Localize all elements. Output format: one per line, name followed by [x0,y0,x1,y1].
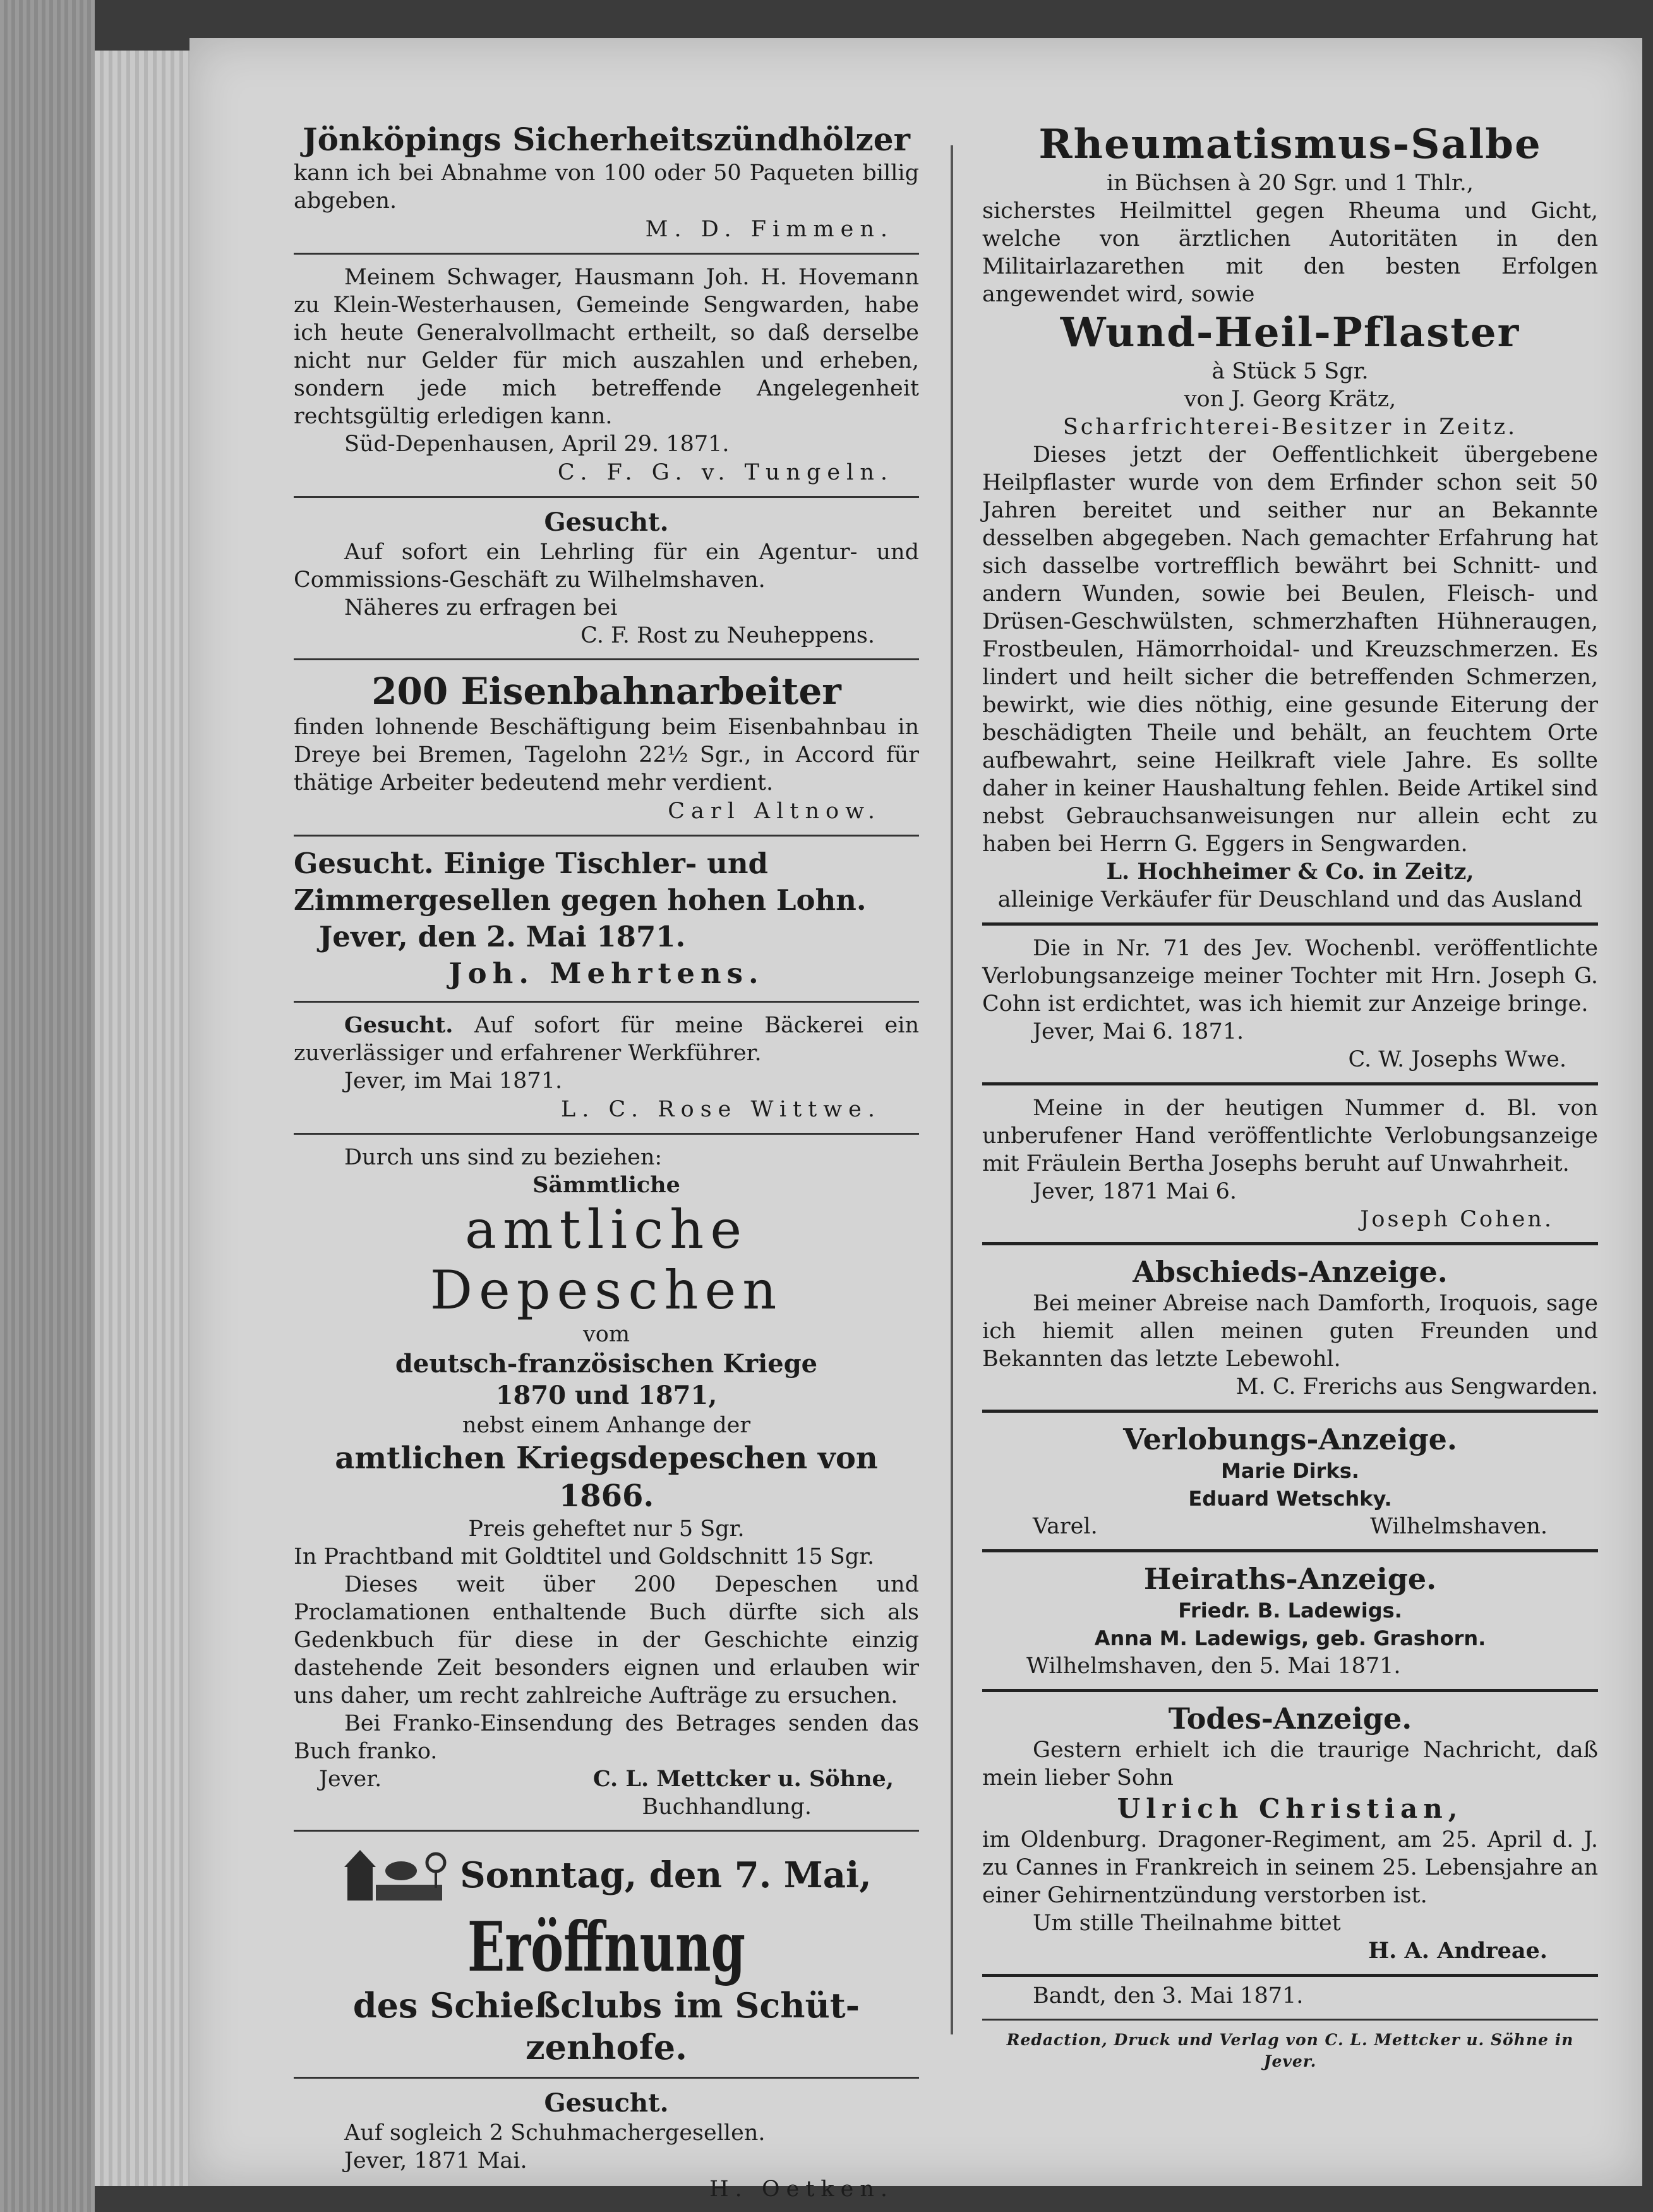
ad-lead: Gesucht. [344,1012,454,1038]
ad-signature: H. Oetken. [709,2177,894,2202]
ad-line: 1870 und 1871, [495,1381,718,1410]
ad-baecker [294,1012,919,1124]
page-stack [95,51,196,2186]
ad-line: Gesucht. Einige Tischler- und [294,847,769,880]
ad-heirat [982,1561,1598,1680]
divider [294,253,919,255]
ad-title: Jönköpings Sicherheitszündhölzer [303,121,910,158]
divider [294,658,919,660]
ad-name: Friedr. B. Ladewigs. [1178,1599,1402,1623]
column-divider [951,145,953,2034]
divider [982,1082,1598,1085]
divider [982,1410,1598,1413]
divider [982,922,1598,926]
ad-lehrling [294,507,919,650]
ad-rheumatismus [982,120,1598,914]
ad-schiessclub [294,1840,919,2068]
ad-title: Verlobungs-Anzeige. [1123,1422,1457,1456]
ad-title: Abschieds-Anzeige. [1133,1255,1448,1289]
ad-name: Ulrich Christian, [1117,1793,1464,1824]
ad-text: Näheres zu erfragen bei [344,595,618,620]
ad-title: Gesucht. [544,2088,669,2118]
ad-signature: Joh. Mehrtens. [448,957,764,990]
divider [982,1242,1598,1245]
ad-text: Meinem Schwager, Hausmann Joh. H. Hovemann zu Klein-Westerhausen, Gemeinde Sengwarden, habe ich heute Generalvollmacht ertheilt, so daß derselbe nicht nur Gelder für mich auszahlen und erheben, sondern jede mich betreffende Angelegenheit rechtsgültig erledigen kann. [294,265,919,429]
ad-line: Jever, den 2. Mai 1871. [319,920,686,953]
ad-text: im Oldenburg. Dragoner-Regiment, am 25. April d. J. zu Cannes in Frankreich in seinem 25. Lebensjahre an einer Gehirnentzündung verstorben ist. [982,1827,1598,1908]
ad-text: sicherstes Heilmittel gegen Rheuma und Gicht, welche von ärztlichen Autoritäten in den Militairlazarethen mit den besten Erfolgen angewendet wird, sowie [982,198,1598,307]
ad-text: Die in Nr. 71 des Jev. Wochenbl. veröffentlichte Verlobungsanzeige meiner Tochter mit Hrn. Joseph G. Cohn ist erdichtet, was ich hiemit zur Anzeige bringe. [982,936,1598,1017]
ad-verlobung-widerruf [982,934,1598,1073]
ad-signature-row [294,1765,919,1793]
ad-eisenbahn [294,669,919,826]
divider [294,835,919,837]
ad-cohen [982,1094,1598,1233]
ad-name: Marie Dirks. [1221,1459,1359,1483]
ad-todes [982,1701,1598,1965]
ad-signature: M. D. Fimmen. [645,217,894,242]
ad-title: Heiraths-Anzeige. [1143,1562,1437,1596]
ad-place-date: Jever, Mai 6. 1871. [1033,1019,1244,1044]
schuetzenhof-emblem-icon [341,1840,448,1910]
ad-place-date: Jever, im Mai 1871. [344,1068,563,1094]
ad-text: Auf sofort ein Lehrling für ein Agentur- und Commissions-Geschäft zu Wilhelmshaven. [294,540,919,593]
ad-place-date: Jever, 1871 Mai. [344,2148,527,2173]
ad-place-date: Jever, 1871 Mai 6. [1033,1179,1237,1204]
ad-intro: Durch uns sind zu beziehen: [344,1145,663,1170]
ad-price: Preis geheftet nur 5 Sgr. [468,1516,745,1542]
ad-verlobung [982,1422,1598,1540]
ad-signature: H. A. Andreae. [1368,1938,1548,1964]
divider [982,1974,1598,1977]
ad-signature: C. L. Mettcker u. Söhne, [592,1766,894,1792]
ad-text-body: Auf sofort für meine Bäckerei ein zuverlässiger und erfahrener Werkführer. [294,1013,919,1066]
ad-line: Sonntag, den 7. Mai, [460,1854,872,1896]
ad-place: Jever. [319,1767,382,1792]
ad-headline: amtliche Depeschen [430,1199,783,1321]
ad-text: Um stille Theilnahme bittet [1033,1911,1341,1936]
right-column [982,120,1598,2072]
ad-title: Wund-Heil-Pflaster [1060,309,1520,356]
ad-schuhmacher [294,2088,919,2204]
ad-line: à Stück 5 Sgr. [1211,359,1369,384]
ad-line: in Büchsen à 20 Sgr. und 1 Thlr., [1106,171,1474,196]
ad-text: Gestern erhielt ich die traurige Nachricht, daß mein lieber Sohn [982,1738,1598,1791]
ad-text: Dieses weit über 200 Depeschen und Proclamationen enthaltende Buch dürfte sich als Gedenkbuch für diese in der Geschichte einzig dastehende Zeit besonders eignen und erlauben wir uns daher, um recht zahlreiche Aufträge zu ersuchen. [294,1572,919,1708]
ad-matches [294,120,919,244]
ad-abschied [982,1254,1598,1401]
ad-signature: Joseph Cohen. [1360,1207,1554,1232]
divider [294,2077,919,2079]
ad-name: Anna M. Ladewigs, geb. Grashorn. [1094,1626,1486,1650]
ad-price: In Prachtband mit Goldtitel und Goldschnitt 15 Sgr. [294,1544,875,1569]
ad-header-row [294,1840,919,1910]
divider [982,2019,1598,2021]
ad-line: des Schießclubs im Schüt- [352,1985,860,2026]
ad-line: zenhofe. [526,2027,687,2067]
ad-text: kann ich bei Abnahme von 100 oder 50 Paqueten billig abgeben. [294,160,919,214]
ad-subline: Buchhandlung. [642,1794,812,1820]
ad-tischler [294,845,919,992]
divider [982,1549,1598,1552]
ad-line: Scharfrichterei-Besitzer in Zeitz. [1062,414,1518,440]
ad-vollmacht [294,263,919,487]
ad-line: nebst einem Anhange der [462,1413,751,1438]
ad-line: Zimmergesellen gegen hohen Lohn. [294,883,867,917]
ad-title: Gesucht. [544,507,669,537]
ad-place: Varel. [1033,1514,1098,1539]
ad-text: Meine in der heutigen Nummer d. Bl. von unberufener Hand veröffentlichte Verlobungsanzeige mit Fräulein Bertha Josephs beruht auf Unwahrheit. [982,1096,1598,1176]
ad-text [294,1012,919,1067]
ad-text: Dieses jetzt der Oeffentlichkeit übergebene Heilpflaster wurde von dem Erfinder schon seit 50 Jahren bereitet und seither nur an Bekannte desselben abgegeben. Nach gemachter Erfahrung hat sich dasselbe vortrefflich bewährt bei Schnitt- und andern Wunden, sowie bei Beulen, Fleisch- und Drüsen-Geschwülsten, schmerzhaften Hühneraugen, Frostbeulen, Hämorrhoidal- und Kreuzschmerzen. Es lindert und heilt sicher die betreffenden Schmerzen, bewirkt, wie dies nöthig, eine gesunde Eiterung der beschädigten Theile und behält, an feuchtem Orte aufbewahrt, seine Heilkraft viele Jahre. Es sollte daher in keiner Haushaltung fehlen. Beide Artikel sind nebst Gebrauchsanweisungen nur allein echt zu haben bei Herrn G. Eggers in Sengwarden. [982,442,1598,857]
ad-line: von J. Georg Krätz, [1184,387,1397,412]
ad-line: deutsch-französischen Kriege [395,1349,818,1379]
ad-places-row [982,1513,1598,1540]
ad-name: Eduard Wetschky. [1188,1487,1392,1511]
book-edge [0,0,95,2212]
ad-place: Wilhelmshaven. [1370,1514,1548,1539]
ad-line: amtlichen Kriegsdepeschen von 1866. [335,1441,878,1514]
left-column [294,120,919,2204]
ad-text: Bei meiner Abreise nach Damforth, Iroquois, sage ich hiemit allen meinen guten Freunden und Bekannten das letzte Lebewohl. [982,1291,1598,1372]
ad-signature: C. F. G. v. Tungeln. [557,460,894,485]
ad-text: Auf sogleich 2 Schuhmachergesellen. [344,2120,766,2146]
ad-text: finden lohnende Beschäftigung beim Eisenbahnbau in Dreye bei Bremen, Tagelohn 22½ Sgr., in Accord für thätige Arbeiter bedeutend mehr verdient. [294,715,919,795]
ad-seller: L. Hochheimer & Co. in Zeitz, [1106,859,1474,885]
ad-line: vom [582,1322,630,1347]
ad-depeschen [294,1144,919,1821]
divider [294,1133,919,1135]
divider [294,1830,919,1832]
ad-title: Todes-Anzeige. [1168,1701,1412,1736]
ad-seller-line: alleinige Verkäufer für Deuschland und das Ausland [997,887,1583,912]
ad-place-date: Süd-Depenhausen, April 29. 1871. [344,432,730,457]
imprint-footer: Redaction, Druck und Verlag von C. L. Mettcker u. Söhne in Jever. [1006,2031,1574,2070]
ad-line: Sämmtliche [532,1172,680,1198]
ad-text: Bei Franko-Einsendung des Betrages senden das Buch franko. [294,1711,919,1764]
divider [294,496,919,498]
ad-place-date: Wilhelmshaven, den 5. Mai 1871. [1026,1653,1401,1679]
ad-signature: C. F. Rost zu Neuheppens. [580,623,875,648]
ad-title: 200 Eisenbahnarbeiter [371,670,841,713]
ad-signature: M. C. Frerichs aus Sengwarden. [1235,1374,1598,1399]
divider [982,1689,1598,1692]
ad-title: Rheumatismus-Salbe [1038,121,1542,168]
divider [294,1001,919,1003]
ad-place-date: Bandt, den 3. Mai 1871. [1033,1983,1304,2009]
ad-signature: Carl Altnow. [668,799,881,824]
ad-signature: C. W. Josephs Wwe. [1348,1047,1566,1072]
ad-headline: Eröffnung [467,1907,745,1987]
ad-signature: L. C. Rose Wittwe. [561,1097,881,1122]
